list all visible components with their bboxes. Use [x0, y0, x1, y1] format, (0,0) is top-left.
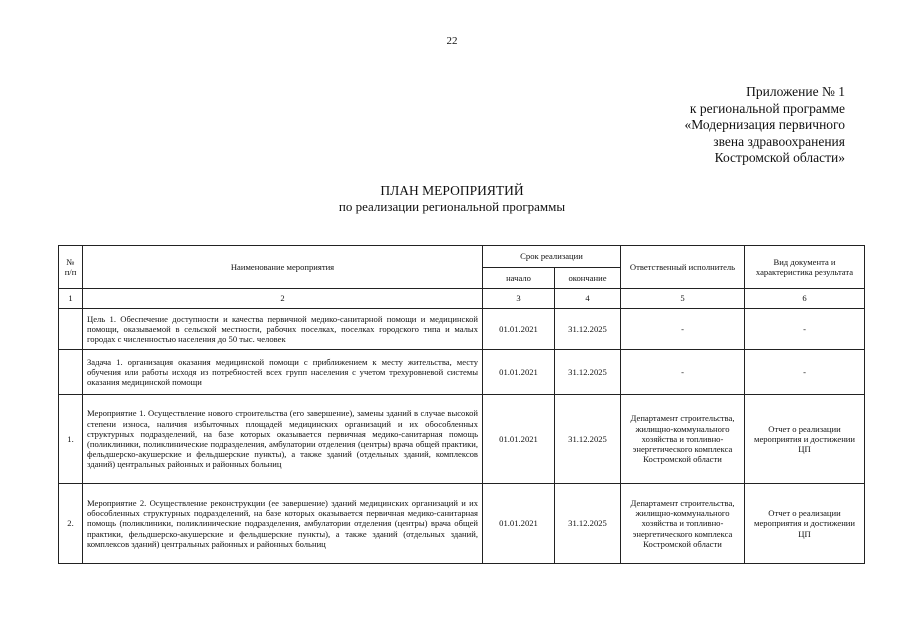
- header-end: окончание: [555, 268, 621, 289]
- header-doc: Вид документа и характеристика результата: [745, 246, 865, 289]
- row-num: [59, 309, 83, 350]
- appendix-line: Приложение № 1: [746, 84, 845, 99]
- plan-title: ПЛАН МЕРОПРИЯТИЙ: [380, 183, 524, 198]
- appendix-line: звена здравоохранения: [713, 133, 845, 149]
- row-start: 01.01.2021: [483, 395, 555, 484]
- table-row: [59, 350, 865, 395]
- appendix-line: «Модернизация первичного: [684, 117, 845, 132]
- appendix-block: [620, 84, 845, 167]
- page-number: 22: [446, 35, 458, 47]
- row-end: 31.12.2025: [555, 350, 621, 395]
- plan-table: [58, 245, 865, 564]
- row-doc: -: [745, 350, 865, 395]
- col-number: 1: [59, 289, 83, 309]
- header-name: Наименование мероприятия: [83, 246, 483, 289]
- row-doc: Отчет о реализации мероприятия и достижении ЦП: [745, 484, 865, 564]
- row-start: 01.01.2021: [483, 350, 555, 395]
- col-number: 5: [621, 289, 745, 309]
- row-doc: -: [745, 309, 865, 350]
- row-name: Мероприятие 2. Осуществление реконструкции (ее завершение) зданий медицинских организаций и их обособленных структурных подразделений, на базе которых оказывается первичная медико-санитарная помощь (поликлиники, поликлинические подразделения, амбулатории отделения (центры) врача общей практики, фельдшерско-акушерские и фельдшерские пункты), а также зданий (отдельных зданий, комплексов зданий) центральных районных и районных больниц: [83, 484, 483, 564]
- col-number: 4: [555, 289, 621, 309]
- appendix-line: к региональной программе: [689, 100, 845, 116]
- table-row: [59, 484, 865, 564]
- col-number: 2: [83, 289, 483, 309]
- row-executor: Департамент строительства, жилищно-коммунального хозяйства и топливно-энергетического комплекса Костромской области: [621, 484, 745, 564]
- header-period: Срок реализации: [483, 246, 621, 268]
- plan-subtitle: по реализации региональной программы: [338, 199, 566, 214]
- header-start: начало: [483, 268, 555, 289]
- row-executor: Департамент строительства, жилищно-коммунального хозяйства и топливно-энергетического комплекса Костромской области: [621, 395, 745, 484]
- col-number: 3: [483, 289, 555, 309]
- header-num: № п/п: [59, 246, 83, 289]
- appendix-line: Костромской области»: [714, 150, 845, 165]
- row-name: Цель 1. Обеспечение доступности и качества первичной медико-санитарной помощи и медицинской помощи, оказываемой в сельской местности, рабочих поселках, поселках городского типа и малых городах с численностью населения до 50 тыс. человек: [83, 309, 483, 350]
- table-row: [59, 309, 865, 350]
- table-row: [59, 395, 865, 484]
- row-num: 1.: [59, 395, 83, 484]
- row-start: 01.01.2021: [483, 484, 555, 564]
- col-number: 6: [745, 289, 865, 309]
- row-doc: Отчет о реализации мероприятия и достижении ЦП: [745, 395, 865, 484]
- header-executor: Ответственный исполнитель: [621, 246, 745, 289]
- row-start: 01.01.2021: [483, 309, 555, 350]
- row-num: 2.: [59, 484, 83, 564]
- row-executor: -: [621, 350, 745, 395]
- row-end: 31.12.2025: [555, 395, 621, 484]
- row-end: 31.12.2025: [555, 309, 621, 350]
- row-name: Задача 1. организация оказания медицинской помощи с приближением к месту жительства, месту обучения или работы исходя из потребностей всех групп населения с учетом трехуровневой системы оказания медицинской помощи: [83, 350, 483, 395]
- row-end: 31.12.2025: [555, 484, 621, 564]
- row-name: Мероприятие 1. Осуществление нового строительства (его завершение), замены зданий в случае высокой степени износа, наличия избыточных площадей медицинских организаций и их обособленных структурных подразделений, на базе которых оказывается первичная медико-санитарная помощь (поликлиники, поликлинические подразделения, амбулатории отделения (центры) врача общей практики, фельдшерско-акушерские и фельдшерские пункты), а также зданий (отдельных зданий, комплексов зданий) центральных районных и районных больниц: [83, 395, 483, 484]
- row-num: [59, 350, 83, 395]
- row-executor: -: [621, 309, 745, 350]
